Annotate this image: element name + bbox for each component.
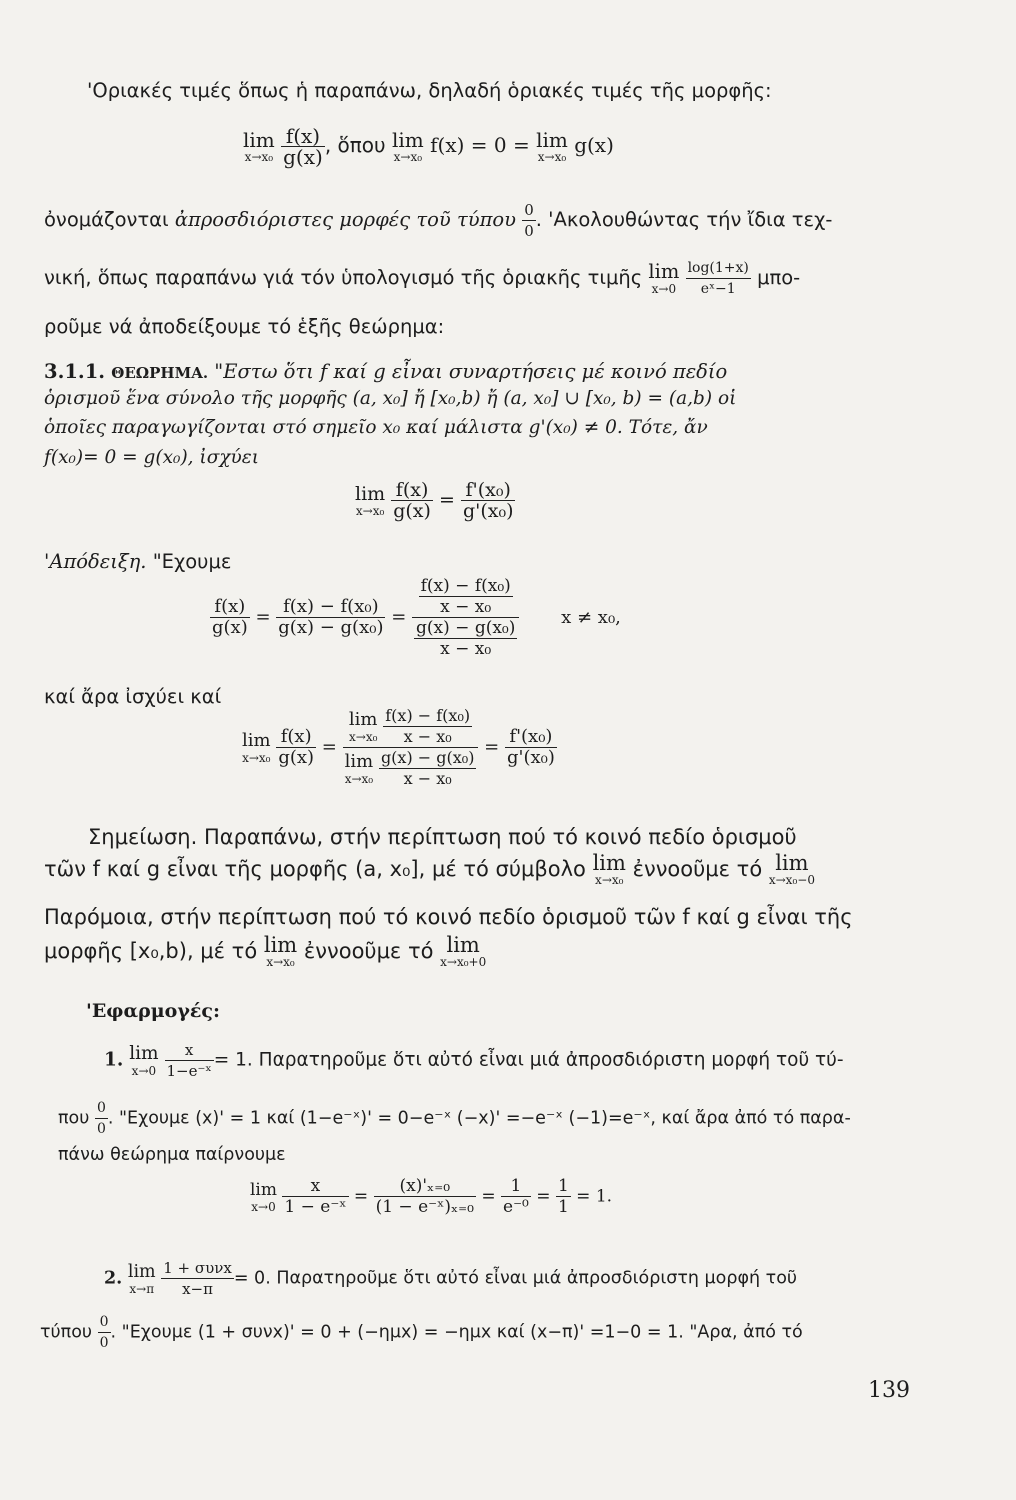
fraction-numerator: x bbox=[282, 1176, 348, 1197]
text: "Εχουμε bbox=[152, 550, 232, 573]
lim-symbol: lim bbox=[446, 933, 480, 957]
fraction-numerator: f(x) bbox=[281, 126, 325, 147]
formula-text: , ὅπου bbox=[324, 133, 386, 157]
fraction-numerator: log(1+x) bbox=[686, 258, 751, 279]
lim-sub: x→x₀ bbox=[349, 729, 378, 744]
lim-sub: x→0 bbox=[251, 1199, 276, 1214]
fraction-denominator: e⁻⁰ bbox=[503, 1197, 529, 1217]
fraction-numerator: f(x) − f(x₀) bbox=[420, 576, 511, 596]
lim-symbol: lim bbox=[243, 127, 275, 152]
fraction-numerator: f(x) bbox=[210, 597, 250, 618]
fraction-numerator: f'(x₀) bbox=[505, 727, 557, 748]
note-line-1: Σημείωση. Παραπάνω, στήν περίπτωση πού τό κοινό πεδίο ὁρισμοῦ bbox=[88, 825, 797, 849]
lim-sub: x→x₀ bbox=[393, 149, 423, 164]
fraction-denominator: g'(x₀) bbox=[462, 500, 514, 522]
text-italic: ἀπροσδιόριστες μορφές τοῦ τύπου bbox=[174, 208, 517, 231]
proof-formula-2: lim x→x₀ $\frac{f(x)}{g(x)}$ = lim x→x₀ $\frac{\text{f(x) − f(x₀)}}{\text{x − x₀}}$ lim x→x₀ $\frac{\text{g(x) − g(x₀)}}{\text{x − x₀}}$ = $\frac{\text{f'(x₀)}}{\text{g'(x₀)}}$ bbox=[242, 706, 555, 788]
fraction-denominator: x − x₀ bbox=[440, 639, 492, 659]
fraction-denominator: (1 − e⁻ˣ)ₓ₌₀ bbox=[375, 1197, 474, 1217]
text: = 1. Παρατηροῦμε ὅτι αὐτό εἶναι μιά ἀπροσδιόριστη μορφή τοῦ τύ- bbox=[213, 1049, 844, 1071]
lim-symbol: lim bbox=[129, 1042, 159, 1064]
formula-text: f(x) = 0 = bbox=[430, 133, 530, 157]
text: . "Εχουμε (x)' = 1 καί (1−e⁻ˣ)' = 0−e⁻ˣ (−x)' =−e⁻ˣ (−1)=e⁻ˣ, καί ἄρα ἀπό τό παρα- bbox=[107, 1108, 851, 1129]
example-1-line-1 bbox=[104, 1040, 844, 1081]
fraction-denominator: x−π bbox=[182, 1280, 213, 1298]
fraction-numerator: x bbox=[165, 1040, 214, 1061]
lim-symbol: lim bbox=[648, 259, 680, 283]
lim-symbol: lim bbox=[355, 482, 386, 505]
lim-sub: x→x₀ bbox=[266, 955, 295, 969]
example-1-line-3: πάνω θεώρημα παίρνουμε bbox=[58, 1145, 286, 1165]
lim-sub: x→x₀−0 bbox=[768, 873, 815, 887]
lim-symbol: lim bbox=[775, 851, 809, 875]
fraction-numerator: f(x) − f(x₀) bbox=[276, 597, 385, 618]
example-number: 1. bbox=[104, 1049, 124, 1071]
fraction-denominator: 0 bbox=[99, 1335, 109, 1351]
fraction-denominator: 1 bbox=[557, 1197, 569, 1217]
fraction-numerator: 1 bbox=[557, 1176, 569, 1196]
fraction-numerator: 1 + συνx bbox=[163, 1259, 232, 1277]
fraction-denominator: x − x₀ bbox=[440, 597, 492, 617]
fraction-denominator: g(x) − g(x₀) bbox=[278, 617, 384, 638]
text: νική, ὅπως παραπάνω γιά τόν ὑπολογισμό τῆς ὁριακῆς τιμῆς bbox=[44, 266, 643, 289]
fraction-denominator: 0 bbox=[96, 1121, 106, 1137]
lim-sub: x→0 bbox=[651, 281, 677, 296]
fraction-numerator: 0 bbox=[524, 201, 534, 219]
text-italic: "Εστω ὅτι f καί g εἶναι συναρτήσεις μέ κοινό πεδίο bbox=[214, 360, 728, 383]
text: ἐννοοῦμε τό bbox=[303, 939, 434, 963]
text: ἐννοοῦμε τό bbox=[632, 857, 763, 881]
fraction-denominator: g(x) bbox=[283, 145, 323, 169]
fraction-denominator: g'(x₀) bbox=[507, 747, 555, 768]
formula-text: g(x) bbox=[574, 133, 614, 157]
lim-sub: x→x₀ bbox=[242, 750, 271, 765]
fraction-numerator: f'(x₀) bbox=[461, 480, 516, 501]
lim-sub: x→x₀ bbox=[355, 503, 385, 518]
fraction-denominator: x − x₀ bbox=[403, 769, 452, 788]
fraction-numerator: 0 bbox=[95, 1098, 108, 1119]
example-1-formula: lim x→0 $\frac{x}{\text{1 − e⁻ˣ}}$ = $\frac{\text{(x)'ₓ₌₀}}{\text{(1 − e⁻ˣ)ₓ₌₀}}$ = $\frac{1}{\text{e⁻⁰}}$ = $\frac{1}{1}$ = 1. bbox=[250, 1176, 613, 1217]
theorem-number: 3.1.1. bbox=[44, 360, 106, 383]
fraction-denominator: eˣ−1 bbox=[700, 281, 736, 297]
lim-sub: x→x₀ bbox=[344, 771, 374, 786]
lim-symbol: lim bbox=[250, 1179, 277, 1200]
theorem-line-2: ὁρισμοῦ ἕνα σύνολο τῆς μορφῆς (a, x₀] ἤ [x₀,b) ἤ (a, x₀] ∪ [x₀, b) = (a,b) οἱ bbox=[44, 388, 737, 409]
lim-symbol: lim bbox=[348, 708, 378, 730]
example-number: 2. bbox=[104, 1268, 123, 1289]
example-2-line-2 bbox=[40, 1312, 803, 1353]
note-line-4 bbox=[44, 935, 486, 969]
proof-label: 'Απόδειξη. bbox=[44, 550, 147, 573]
formula-1 bbox=[243, 126, 614, 167]
theorem-label: ΘΕΩΡΗΜΑ. bbox=[111, 364, 209, 382]
lim-sub: x→x₀ bbox=[537, 149, 567, 164]
example-1-line-2 bbox=[58, 1098, 851, 1139]
text: μπο- bbox=[757, 266, 801, 289]
lim-symbol: lim bbox=[536, 127, 568, 152]
applications-heading: 'Εφαρμογές: bbox=[86, 1000, 221, 1022]
fraction-numerator: g(x) − g(x₀) bbox=[416, 618, 516, 638]
theorem-formula: lim x→x₀ $\frac{f(x)}{g(x)}$ = $\frac{\text{f'(x₀)}}{\text{g'(x₀)}}$ bbox=[355, 479, 514, 522]
intro-line-3 bbox=[44, 258, 800, 299]
intro-line-1: 'Οριακές τιμές ὅπως ἡ παραπάνω, δηλαδή ὁριακές τιμές τῆς μορφῆς: bbox=[87, 79, 772, 102]
fraction-denominator: 1 − e⁻ˣ bbox=[284, 1197, 347, 1217]
text: ὀνομάζονται bbox=[44, 208, 169, 231]
lim-sub: x→x₀ bbox=[595, 873, 624, 887]
lim-sub: x→0 bbox=[131, 1063, 157, 1078]
fraction-numerator: g(x) − g(x₀) bbox=[380, 748, 475, 767]
lim-symbol: lim bbox=[391, 127, 424, 152]
condition: x ≠ x₀, bbox=[561, 606, 621, 628]
lim-symbol: lim bbox=[263, 933, 298, 957]
lim-symbol: lim bbox=[592, 851, 626, 875]
fraction-denominator: g(x) bbox=[212, 617, 248, 638]
fraction-numerator: f(x) − f(x₀) bbox=[385, 706, 471, 725]
formula-end: = 1. bbox=[576, 1186, 613, 1207]
text: τύπου bbox=[40, 1322, 93, 1343]
fraction-denominator: 0 bbox=[524, 222, 534, 240]
lim-sub: x→π bbox=[129, 1281, 155, 1296]
text: . "Εχουμε (1 + συνx)' = 0 + (−ημx) = −ημx καί (x−π)' =1−0 = 1. "Αρα, ἀπό τό bbox=[110, 1322, 803, 1343]
theorem-line-4: f(x₀)= 0 = g(x₀), ἰσχύει bbox=[44, 447, 259, 468]
text: που bbox=[58, 1108, 90, 1129]
note-line-2 bbox=[44, 853, 815, 887]
theorem-line-1 bbox=[44, 360, 727, 383]
proof-label-line bbox=[44, 550, 231, 573]
intro-line-4: ροῦμε νά ἀποδείξουμε τό ἑξῆς θεώρημα: bbox=[44, 315, 445, 338]
theorem-line-3: ὁποῖες παραγωγίζονται στό σημεῖο x₀ καί μάλιστα g'(x₀) ≠ 0. Τότε, ἄν bbox=[44, 417, 708, 438]
note-line-3: Παρόμοια, στήν περίπτωση πού τό κοινό πεδίο ὁρισμοῦ τῶν f καί g εἶναι τῆς bbox=[44, 905, 853, 929]
text: τῶν f καί g εἶναι τῆς μορφῆς (a, x₀], μέ τό σύμβολο bbox=[44, 857, 586, 881]
lim-sub: x→x₀ bbox=[244, 149, 274, 164]
lim-symbol: lim bbox=[344, 750, 374, 772]
fraction-numerator: 1 bbox=[501, 1176, 531, 1197]
example-2-line-1 bbox=[104, 1258, 797, 1299]
text: . 'Ακολουθώντας τήν ἴδια τεχ- bbox=[535, 208, 833, 231]
fraction-denominator: g(x) bbox=[393, 500, 431, 522]
fraction-denominator: 1−e⁻ˣ bbox=[166, 1062, 212, 1080]
proof-line-2: καί ἄρα ἰσχύει καί bbox=[44, 685, 222, 708]
lim-symbol: lim bbox=[242, 729, 271, 751]
page-number: 139 bbox=[868, 1378, 910, 1403]
text: = 0. Παρατηροῦμε ὅτι αὐτό εἶναι μιά ἀπροσδιόριστη μορφή τοῦ bbox=[233, 1268, 798, 1289]
proof-formula-1: $\frac{f(x)}{g(x)}$ = $\frac{\text{f(x) − f(x₀)}}{\text{g(x) − g(x₀)}}$ = $\frac{\frac{\text{f(x) − f(x₀)}}{\text{x − x₀}}}{\frac{\text{g(x) − g(x₀)}}{\text{x − x₀}}}$ x ≠ x₀, bbox=[212, 576, 621, 659]
fraction-denominator: x − x₀ bbox=[403, 727, 452, 746]
text: μορφῆς [x₀,b), μέ τό bbox=[44, 939, 258, 963]
fraction-denominator: g(x) bbox=[278, 747, 315, 768]
lim-sub: x→x₀+0 bbox=[440, 955, 487, 969]
intro-line-2 bbox=[44, 200, 832, 241]
fraction-numerator: (x)'ₓ₌₀ bbox=[374, 1176, 476, 1197]
fraction-numerator: 0 bbox=[98, 1312, 111, 1333]
fraction-numerator: f(x) bbox=[391, 480, 433, 501]
lim-symbol: lim bbox=[127, 1261, 156, 1282]
fraction-numerator: f(x) bbox=[276, 727, 316, 748]
